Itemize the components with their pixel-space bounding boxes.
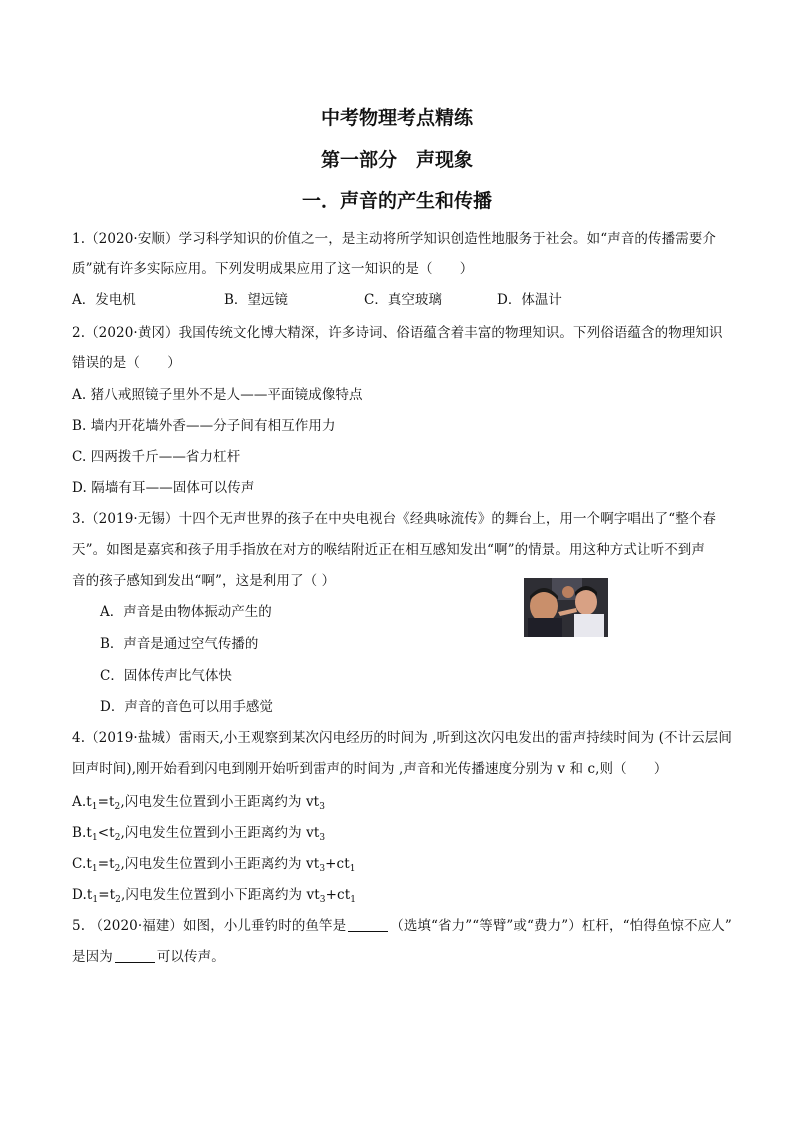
q2-option-a: A. 猪八戒照镜子里外不是人——平面镜成像特点 <box>72 387 363 403</box>
q4-option-c-pre: C.t <box>72 856 92 872</box>
q4-option-d-tail: +ct <box>325 887 351 903</box>
q4-option-b-sub2: 2 <box>114 833 121 843</box>
q4-option-b-sub3: 3 <box>319 833 326 843</box>
q4-option-a <box>72 790 325 812</box>
q4-line-2 <box>72 757 668 777</box>
q4-line-1-text-b: ,听到这次闪电发出的雷声持续时间为 <box>432 730 655 746</box>
q4-option-a-pre: A.t <box>72 794 92 810</box>
q4-option-c-mid: =t <box>97 856 115 872</box>
q4-option-b-mid: <t <box>97 825 115 841</box>
q2-option-c: C. 四两拨千斤——省力杠杆 <box>72 449 241 465</box>
question-photo <box>524 578 608 637</box>
q3-option-a: A．声音是由物体振动产生的 <box>100 604 272 620</box>
q4-option-c-sub2: 2 <box>114 864 121 874</box>
q2-option-b: B. 墙内开花墙外香——分子间有相互作用力 <box>72 418 336 434</box>
photo-illustration <box>524 578 608 637</box>
q3-line-2: 天”。如图是嘉宾和孩子用手指放在对方的喉结附近正在相互感知发出“啊”的情景。用这种方式让听不到声 <box>72 542 706 558</box>
q5-line-1-text-b: （选填“省力”“等臂”或“费力”）杠杆，“怕得鱼惊不应人” <box>390 918 732 934</box>
q3-option-c: C．固体传声比气体快 <box>100 668 232 684</box>
q5-line-2 <box>72 945 225 965</box>
q1-option-d: D．体温计 <box>497 292 562 308</box>
q4-option-d-sub3: 3 <box>319 895 326 905</box>
q4-option-c <box>72 852 356 874</box>
q1-line-1: 1.（2020·安顺）学习科学知识的价值之一，是主动将所学知识创造性地服务于社会。如“声音的传播需要介 <box>72 231 717 247</box>
q3-option-d: D．声音的音色可以用手感觉 <box>100 699 273 715</box>
q5-answer-blank-2[interactable] <box>115 950 155 963</box>
q5-line-1 <box>72 914 732 934</box>
q4-option-c-sub3: 3 <box>319 864 326 874</box>
q1-option-a: A．发电机 <box>72 292 136 308</box>
q4-option-d <box>72 883 356 905</box>
q4-option-d-pre: D.t <box>72 887 93 903</box>
q4-option-a-sub1: 1 <box>91 802 98 812</box>
q3-line-3: 音的孩子感知到发出“啊”，这是利用了（ ） <box>72 573 336 589</box>
q4-option-b-sub1: 1 <box>91 833 98 843</box>
main-title: 中考物理考点精练 <box>320 107 473 129</box>
q3-option-b: B．声音是通过空气传播的 <box>100 636 259 652</box>
q2-line-2: 错误的是（ ） <box>72 355 181 371</box>
q4-option-c-sub1: 1 <box>91 864 98 874</box>
q4-option-d-sub2: 2 <box>115 895 121 905</box>
q5-line-2-text-a: 是因为 <box>72 949 113 965</box>
q2-option-d: D. 隔墙有耳——固体可以传声 <box>72 480 255 496</box>
q5-line-2-text-b: 可以传声。 <box>156 949 225 965</box>
q4-line-2-text-a: 回声时间),刚开始看到闪电到刚开始听到雷声的时间为 <box>72 761 395 777</box>
q4-option-b-post: ,闪电发生位置到小王距离约为 vt <box>120 825 320 841</box>
q4-line-1 <box>72 726 732 746</box>
section-title: 一．声音的产生和传播 <box>301 190 492 212</box>
q4-option-d-sub1: 1 <box>92 895 99 905</box>
q4-option-d-mid: =t <box>98 887 116 903</box>
q2-line-1: 2.（2020·黄冈）我国传统文化博大精深，许多诗词、俗语蕴含着丰富的物理知识。下列俗语蕴含的物理知识 <box>72 325 723 341</box>
q4-option-c-tail: +ct <box>325 856 350 872</box>
q1-option-c: C．真空玻璃 <box>364 292 442 308</box>
q4-option-b <box>72 821 325 843</box>
q1-option-b: B．望远镜 <box>224 292 288 308</box>
q3-line-1: 3.（2019·无锡）十四个无声世界的孩子在中央电视台《经典咏流传》的舞台上，用一个啊字唱出了“整个春 <box>72 511 717 527</box>
q4-option-a-sub2: 2 <box>114 802 121 812</box>
q4-option-d-sub4: 1 <box>350 895 357 905</box>
q5-answer-blank-1[interactable] <box>348 919 388 932</box>
q4-line-1-text-c: (不计云层间 <box>658 730 733 746</box>
q4-option-c-post: ,闪电发生位置到小王距离约为 vt <box>120 856 320 872</box>
q4-option-a-mid: =t <box>97 794 115 810</box>
part-title: 第一部分 声现象 <box>320 149 473 171</box>
q4-option-c-sub4: 1 <box>349 864 356 874</box>
q4-line-2-text-b: ,声音和光传播速度分别为 v 和 c,则（ ） <box>398 761 668 777</box>
q4-option-b-pre: B.t <box>72 825 92 841</box>
q4-option-a-post: ,闪电发生位置到小王距离约为 vt <box>120 794 320 810</box>
q4-option-a-sub3: 3 <box>319 802 326 812</box>
q4-line-1-text-a: 4.（2019·盐城）雷雨天,小王观察到某次闪电经历的时间为 <box>72 730 428 746</box>
q5-line-1-text-a: 5. （2020·福建）如图，小儿垂钓时的鱼竿是 <box>72 918 347 934</box>
q1-line-2: 质”就有许多实际应用。下列发明成果应用了这一知识的是（ ） <box>72 261 474 277</box>
q4-option-d-post: ,闪电发生位置到小下距离约为 vt <box>120 887 320 903</box>
